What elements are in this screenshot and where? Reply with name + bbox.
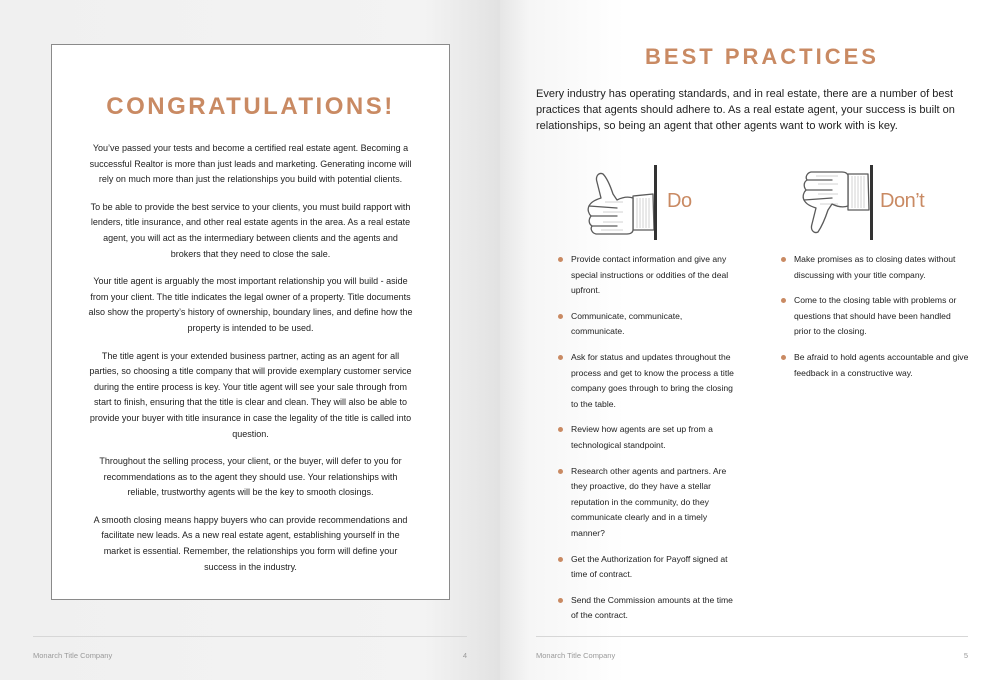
bullet-dot-icon <box>558 427 563 432</box>
list-item <box>556 593 734 624</box>
list-item <box>556 252 734 299</box>
bullet-dot-icon <box>558 469 563 474</box>
best-practices-title: BEST PRACTICES <box>645 44 879 69</box>
thumbs-down-hand-icon <box>798 166 874 238</box>
list-item-text: Review how agents are set up from a technological standpoint. <box>571 424 713 450</box>
list-item-text: Be afraid to hold agents accountable and give feedback in a constructive way. <box>794 351 969 378</box>
list-item <box>556 552 734 583</box>
list-item <box>779 293 969 340</box>
footer-right <box>536 636 968 666</box>
list-item <box>556 309 734 340</box>
page-number: 4 <box>462 651 467 660</box>
list-item <box>779 252 969 283</box>
list-item <box>556 422 734 453</box>
footer-company: Monarch Title Company <box>536 651 616 660</box>
paragraph: You’ve passed your tests and become a certified real estate agent. Becoming a successful Realtor is more than just leads and marketing. Generating income will rely on much more than just the relationships you build with potential clients. <box>89 143 412 185</box>
bullet-dot-icon <box>558 598 563 603</box>
paragraph: Your title agent is arguably the most important relationship you will build - aside from your client. The title indicates the legal owner of a property. Title documents also show the property’s history of ownership, boundary lines, and define how the property is intended to be used. <box>88 276 413 333</box>
list-item-text: Get the Authorization for Payoff signed at time of contract. <box>571 553 728 580</box>
dont-list <box>779 252 969 391</box>
bullet-dot-icon <box>558 355 563 360</box>
bullet-dot-icon <box>558 257 563 262</box>
do-label: Do <box>667 190 692 212</box>
list-item-text: Provide contact information and give any special instructions or oddities of the deal upfront. <box>571 254 729 296</box>
list-item <box>779 350 969 381</box>
bullet-dot-icon <box>781 257 786 262</box>
list-item-text: Come to the closing table with problems or questions that should have been handled prior to the closing. <box>794 295 957 337</box>
congratulations-frame <box>51 44 450 600</box>
dont-divider-bar <box>870 165 873 240</box>
congratulations-title: CONGRATULATIONS! <box>106 93 395 120</box>
list-item <box>556 464 734 542</box>
footer-left <box>33 636 467 666</box>
page-number: 5 <box>963 651 968 660</box>
best-practices-intro: Every industry has operating standards, and in real estate, there are a number of best practices that agents should adhere to. As a real estate agent, your success is built on relationships, so being an agent that other agents want to work with is key. <box>536 88 955 132</box>
list-item <box>556 350 734 412</box>
paragraph: Throughout the selling process, your client, or the buyer, will defer to you for recommendations as to the agent they should use. Your relationships with reliable, trustworthy agents will be the key to smooth closings. <box>99 456 402 498</box>
bullet-dot-icon <box>781 355 786 360</box>
bullet-dot-icon <box>781 298 786 303</box>
paragraph: To be able to provide the best service to your clients, you must build rapport with lenders, title insurance, and other real estate agents in the area. As a real estate agent, you will act as the intermediary between clients and the agents and brokers that they need to close the sale. <box>90 201 411 259</box>
bullet-dot-icon <box>558 557 563 562</box>
list-item-text: Make promises as to closing dates without discussing with your title company. <box>794 254 956 280</box>
do-list <box>556 252 734 634</box>
bullet-dot-icon <box>558 314 563 319</box>
list-item-text: Ask for status and updates throughout the process and get to know the process a title company goes through to bring the closing to the table. <box>571 351 734 409</box>
thumbs-up-hand-icon <box>583 168 659 238</box>
dont-label: Don’t <box>880 190 925 212</box>
congratulations-body <box>87 141 414 587</box>
paragraph: The title agent is your extended business partner, acting as an agent for all parties, so choosing a title company that will provide exemplary customer service during the entire process is key. Your title agent will see your sale through from start to finish, ensuring that the title is clear and clean. They will also be able to provide your buyer with title insurance in case the legality of the title is called into question. <box>89 350 412 439</box>
paragraph: A smooth closing means happy buyers who can provide recommendations and facilitate new leads. As a new real estate agent, establishing yourself in the market is essential. Remember, the relationships you form will define your success in the industry. <box>93 514 408 572</box>
list-item-text: Send the Commission amounts at the time of the contract. <box>571 594 733 621</box>
do-divider-bar <box>654 165 657 240</box>
footer-company: Monarch Title Company <box>33 651 113 660</box>
list-item-text: Research other agents and partners. Are they proactive, do they have a stellar reputation in the community, do they communicate clearly and in a timely manner? <box>571 465 727 538</box>
list-item-text: Communicate, communicate, communicate. <box>571 310 683 337</box>
